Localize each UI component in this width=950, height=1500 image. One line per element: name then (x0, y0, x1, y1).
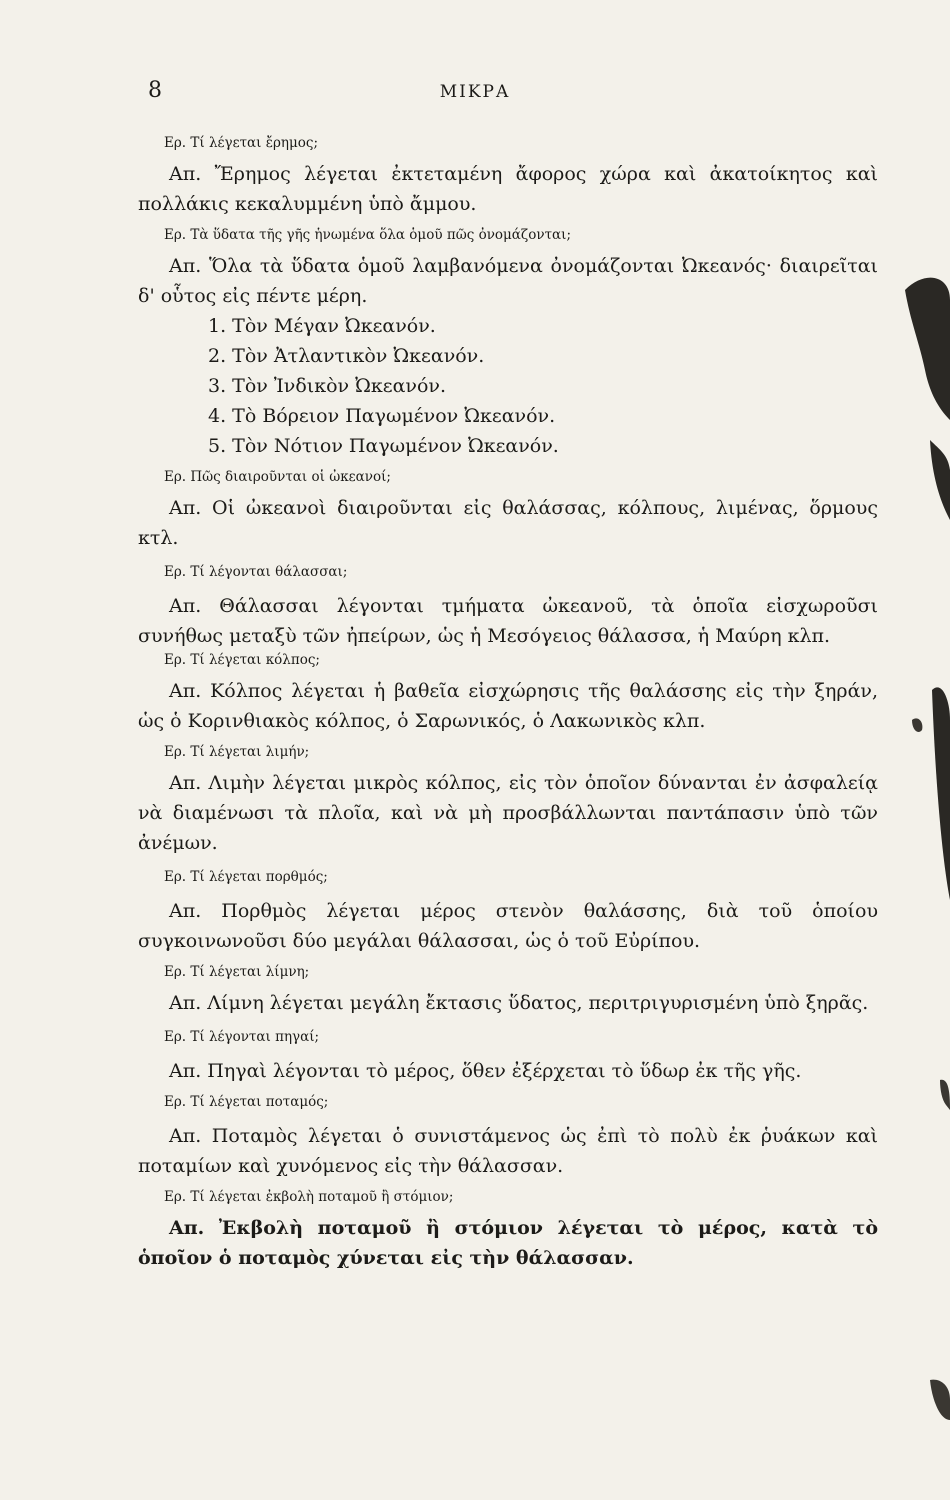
answer-paragraph: Απ. Οἱ ὠκεανοὶ διαιροῦνται εἰς θαλάσσας, κόλπους, λιμένας, ὅρμους κτλ. (138, 497, 878, 549)
question-line: Ερ. Πῶς διαιροῦνται οἱ ὠκεανοί; (164, 469, 391, 485)
ink-stain (930, 440, 950, 520)
ink-stain (932, 687, 950, 900)
answer-paragraph: Απ. Ἐκβολὴ ποταμοῦ ἢ στόμιον λέγεται τὸ μέρος, κατὰ τὸ ὁποῖον ὁ ποταμὸς χύνεται εἰς τὴν θάλασσαν. (138, 1217, 878, 1269)
question-line: Ερ. Τί λέγεται λιμήν; (164, 744, 310, 760)
margin-ink-stains (870, 0, 950, 1500)
question-line: Ερ. Τί λέγονται πηγαί; (164, 1029, 320, 1045)
ink-stain (940, 1080, 950, 1110)
page-header (0, 78, 950, 108)
answer-paragraph: Απ. Λιμὴν λέγεται μικρὸς κόλπος, εἰς τὸν ὁποῖον δύνανται ἐν ἀσφαλείᾳ νὰ διαμένωσι τὰ πλοῖα, καὶ νὰ μὴ προσβάλλωνται παντάπασιν ὑπὸ τῶν ἀνέμων. (138, 772, 878, 854)
running-head: ΜΙΚΡΑ (439, 82, 511, 102)
answer-paragraph: Απ. Πηγαὶ λέγονται τὸ μέρος, ὅθεν ἐξέρχεται τὸ ὕδωρ ἐκ τῆς γῆς. (169, 1060, 802, 1082)
ink-stain (912, 718, 922, 732)
ocean-list-item: 2. Τὸν Ἀτλαντικὸν Ὠκεανόν. (208, 345, 485, 367)
ink-stain (930, 1380, 950, 1420)
question-line: Ερ. Τί λέγεται ἐκβολὴ ποταμοῦ ἢ στόμιον; (164, 1189, 454, 1205)
question-line: Ερ. Τί λέγονται θάλασσαι; (164, 564, 348, 580)
ocean-list-item: 1. Τὸν Μέγαν Ὠκεανόν. (208, 315, 436, 337)
ocean-list-item: 3. Τὸν Ἰνδικὸν Ὠκεανόν. (208, 375, 446, 397)
question-line: Ερ. Τί λέγεται πορθμός; (164, 869, 328, 885)
answer-paragraph: Απ. Ποταμὸς λέγεται ὁ συνιστάμενος ὡς ἐπὶ τὸ πολὺ ἐκ ῥυάκων καὶ ποταμίων καὶ χυνόμενος εἰς τὴν θάλασσαν. (138, 1125, 878, 1177)
answer-paragraph: Απ. Πορθμὸς λέγεται μέρος στενὸν θαλάσσης, διὰ τοῦ ὁποίου συγκοινωνοῦσι δύο μεγάλαι θάλασσαι, ὡς ὁ τοῦ Εὐρίπου. (138, 900, 878, 952)
answer-paragraph: Απ. Κόλπος λέγεται ἡ βαθεῖα εἰσχώρησις τῆς θαλάσσης εἰς τὴν ξηράν, ὡς ὁ Κορινθιακὸς κόλπος, ὁ Σαρωνικός, ὁ Λακωνικὸς κλπ. (138, 680, 878, 732)
answer-paragraph: Απ. Θάλασσαι λέγονται τμήματα ὠκεανοῦ, τὰ ὁποῖα εἰσχωροῦσι συνήθως μεταξὺ τῶν ἠπείρων, ὡς ἡ Μεσόγειος θάλασσα, ἡ Μαύρη κλπ. (138, 595, 878, 647)
question-line: Ερ. Τί λέγεται κόλπος; (164, 652, 320, 668)
answer-paragraph: Απ. Λίμνη λέγεται μεγάλη ἔκτασις ὕδατος, περιτριγυρισμένη ὑπὸ ξηρᾶς. (169, 992, 869, 1014)
question-line: Ερ. Τί λέγεται ποταμός; (164, 1094, 329, 1110)
ocean-list-item: 4. Τὸ Βόρειον Παγωμένον Ὠκεανόν. (208, 405, 556, 427)
answer-paragraph: Απ. Ὅλα τὰ ὕδατα ὁμοῦ λαμβανόμενα ὀνομάζονται Ὠκεανός· διαιρεῖται δ' οὗτος εἰς πέντε μέρη. (138, 255, 878, 307)
ink-stain (905, 278, 950, 420)
page-body (138, 134, 878, 1273)
question-line: Ερ. Τὰ ὕδατα τῆς γῆς ἡνωμένα ὅλα ὁμοῦ πῶς ὀνομάζονται; (164, 227, 571, 243)
question-line: Ερ. Τί λέγεται ἔρημος; (164, 135, 319, 151)
page-number: 8 (148, 78, 162, 103)
answer-paragraph: Απ. Ἔρημος λέγεται ἐκτεταμένη ἄφορος χώρα καὶ ἀκατοίκητος καὶ πολλάκις κεκαλυμμένη ὑπὸ ἄμμου. (138, 163, 878, 215)
question-line: Ερ. Τί λέγεται λίμνη; (164, 964, 310, 980)
ocean-list-item: 5. Τὸν Νότιον Παγωμένον Ὠκεανόν. (208, 435, 559, 457)
